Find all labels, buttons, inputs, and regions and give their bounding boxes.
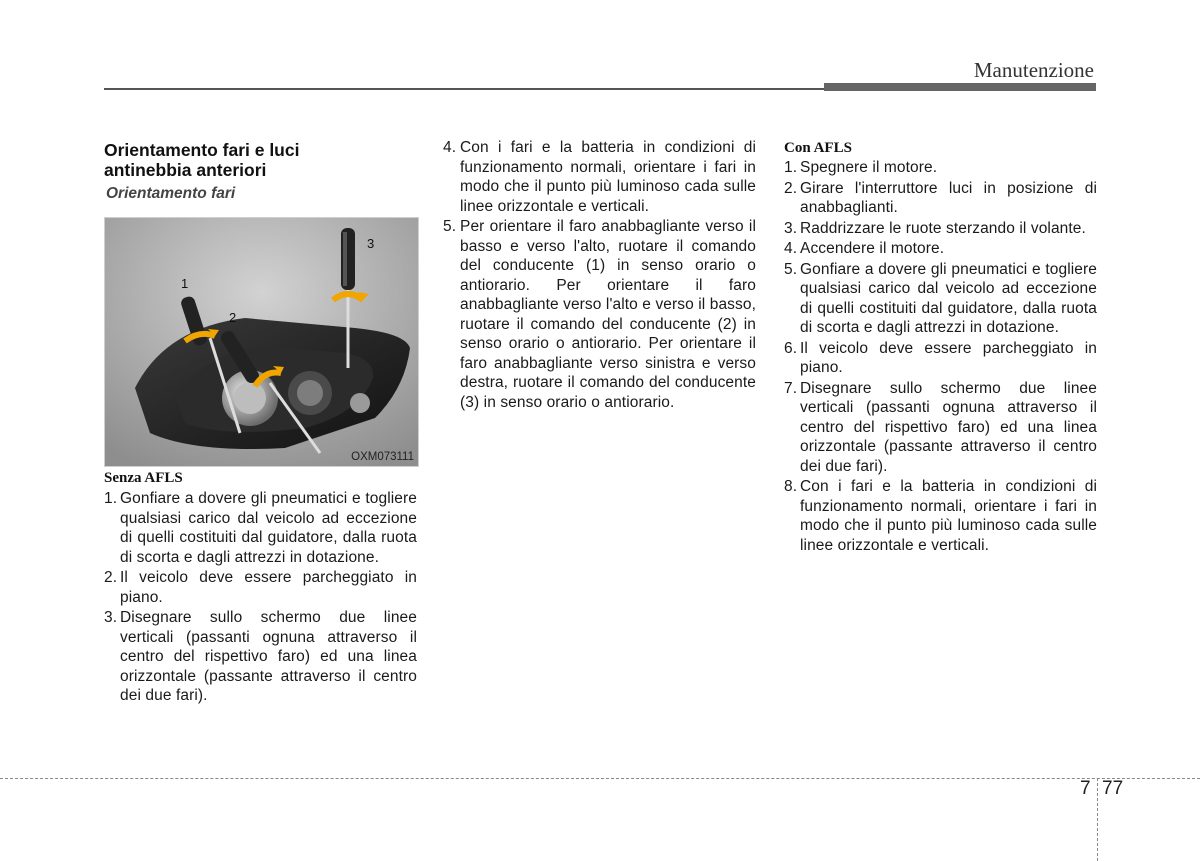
list-item — [104, 608, 417, 706]
section-subtitle: Orientamento fari — [106, 185, 236, 202]
header-rule-thin — [104, 88, 826, 90]
con-afls-heading: Con AFLS — [784, 140, 852, 156]
column2-steps — [443, 138, 756, 412]
running-header-title: Manutenzione — [973, 58, 1094, 82]
step-number: 5. — [784, 260, 798, 278]
step-text: Spegnere il motore. — [800, 159, 938, 176]
list-item — [784, 379, 1097, 477]
list-item — [784, 158, 1097, 178]
footer-divider — [1097, 778, 1098, 861]
headlamp-adjustment-figure — [104, 217, 419, 467]
step-number: 2. — [104, 569, 118, 586]
step-number: 8. — [784, 478, 798, 495]
list-item — [784, 219, 1097, 239]
step-text: Il veicolo deve essere parcheggiato in piano. — [800, 339, 1097, 376]
step-text: Girare l'interruttore luci in posizione di anabbaglianti. — [800, 179, 1097, 216]
senza-afls-block — [104, 470, 417, 707]
step-number: 3. — [104, 609, 118, 626]
list-item — [784, 339, 1097, 378]
step-number: 3. — [784, 219, 798, 237]
step-text: Gonfiare a dovere gli pneumatici e togliere qualsiasi carico dal veicolo ad eccezione di quelli costituiti dal guidatore, dalla ruota di scorta e dagli attrezzi in dotazione. — [800, 260, 1097, 336]
section-title — [104, 140, 424, 180]
step-text: Il veicolo deve essere parcheggiato in piano. — [120, 569, 417, 606]
step-number: 1. — [104, 490, 118, 507]
section-title-line2: antinebbia anteriori — [104, 160, 267, 180]
header-rule-thick — [824, 83, 1096, 91]
chapter-number: 7 — [1080, 778, 1091, 799]
step-number: 5. — [443, 218, 457, 235]
step-number: 2. — [784, 179, 798, 197]
footer-rule — [0, 778, 1200, 779]
step-text: Raddrizzare le ruote sterzando il volante. — [800, 219, 1086, 237]
list-item — [784, 239, 1097, 259]
con-afls-block — [784, 140, 1097, 556]
callout-1: 1 — [181, 276, 189, 291]
list-item — [784, 260, 1097, 338]
figure-code: OXM073111 — [351, 451, 414, 463]
step-number: 4. — [443, 139, 457, 156]
list-item — [784, 477, 1097, 555]
step-text: Disegnare sullo schermo due linee verticali (passanti ognuna attraverso il centro del rispettivo faro) ed una linea orizzontale (passante attraverso il centro dei due fari). — [120, 609, 417, 704]
step-text: Gonfiare a dovere gli pneumatici e togliere qualsiasi carico dal veicolo ad eccezione di quelli costituiti dal guidatore, dalla ruota di scorta e dagli attrezzi in dotazione. — [120, 490, 417, 566]
step-text: Accendere il motore. — [800, 240, 945, 257]
senza-afls-heading: Senza AFLS — [104, 470, 183, 486]
con-afls-steps — [784, 158, 1097, 555]
headlamp-icon — [105, 218, 418, 466]
list-item — [443, 217, 756, 412]
step-text: Con i fari e la batteria in condizioni di funzionamento normali, orientare i fari in modo che il punto più luminoso cada sulle linee orizzontale e verticali. — [460, 139, 756, 215]
step-number: 7. — [784, 379, 798, 397]
callout-3: 3 — [367, 236, 375, 251]
step-number: 6. — [784, 339, 798, 357]
step-text: Per orientare il faro anabbagliante verso il basso e verso l'alto, ruotare il comando del conducente (1) in senso orario o antiorario. Per orientare il faro anabbagliante verso l'alto e verso il basso, ruotare il comando del conducente (2) in senso orario o antiorario. Per orientare il faro anabbagliante verso sinistra e verso destra, ruotare il comando del conducente (3) in senso orario o antiorario. — [460, 218, 757, 411]
senza-afls-steps — [104, 489, 417, 706]
list-item — [104, 489, 417, 567]
page-number: 77 — [1102, 778, 1124, 799]
section-title-line1: Orientamento fari e luci — [104, 140, 300, 160]
step-number: 4. — [784, 240, 798, 257]
callout-2: 2 — [229, 310, 237, 325]
list-item — [443, 138, 756, 216]
list-item — [784, 179, 1097, 218]
list-item — [104, 568, 417, 607]
column2-block — [443, 138, 756, 413]
step-text: Disegnare sullo schermo due linee verticali (passanti ognuna attraverso il centro del rispettivo faro) ed una linea orizzontale (passante attraverso il centro dei due fari). — [800, 379, 1097, 475]
step-number: 1. — [784, 159, 798, 176]
step-text: Con i fari e la batteria in condizioni di funzionamento normali, orientare i fari in modo che il punto più luminoso cada sulle linee orizzontale e verticali. — [800, 478, 1097, 554]
